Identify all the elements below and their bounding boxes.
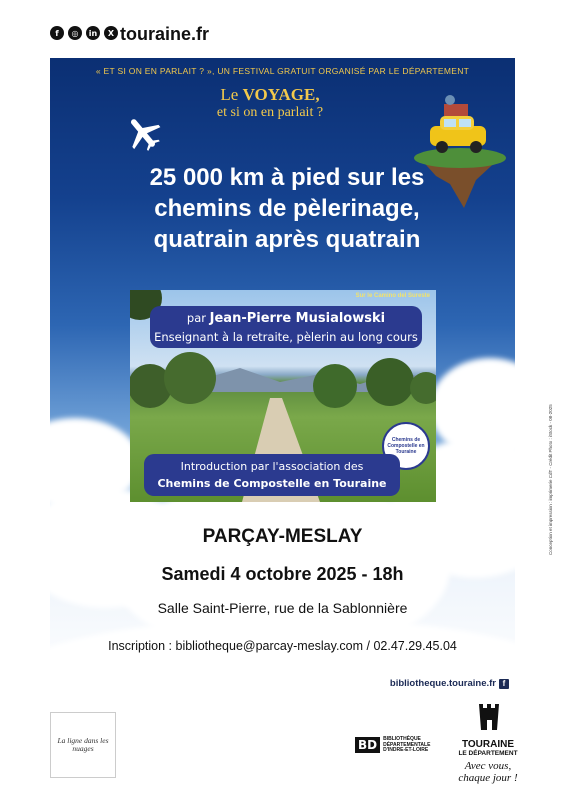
event-venue: Salle Saint-Pierre, rue de la Sablonnière	[157, 600, 408, 616]
theme-title	[170, 86, 370, 122]
bdd-mark: BD	[355, 737, 380, 753]
lignes-title: La ligne dans les nuages	[57, 736, 109, 753]
bdd-text: BIBLIOTHÈQUE DÉPARTEMENTALE D'INDRE-ET-LOIRE	[383, 736, 431, 753]
website-link[interactable]: bibliotheque.touraine.fr	[389, 678, 496, 689]
theme-bold: VOYAGE,	[242, 85, 320, 104]
airplane-icon	[124, 114, 162, 152]
title-line: quatrain après quatrain	[153, 226, 421, 253]
slogan: Avec vous, chaque jour !	[458, 760, 518, 784]
association-logo: Chemins de Compostelle en Touraine	[382, 422, 430, 470]
event-poster	[50, 58, 515, 694]
intro-box	[144, 454, 400, 496]
theme-prefix: Le	[220, 85, 243, 104]
event-title	[122, 162, 452, 255]
instagram-icon[interactable]: ◎	[68, 26, 82, 40]
speaker-name: Jean-Pierre Musialowski	[209, 311, 386, 326]
print-credit: Conception et impression : imprimerie CdT - Crédit Photo : iStock - 08-2025	[548, 404, 553, 555]
social-links	[50, 26, 118, 40]
theme-subtitle: et si on en parlait ?	[216, 105, 324, 120]
landscape-photo	[130, 290, 436, 502]
festival-banner: « ET SI ON EN PARLAIT ? », UN FESTIVAL GRATUIT ORGANISÉ PAR LE DÉPARTEMENT	[95, 66, 470, 76]
linkedin-icon[interactable]: in	[86, 26, 100, 40]
intro-line: Introduction par l'association des	[180, 460, 364, 473]
photo-caption: Sur le Camino del Sureste	[355, 293, 430, 299]
intro-association: Chemins de Compostelle en Touraine	[157, 477, 387, 490]
facebook-icon[interactable]: f	[499, 679, 509, 689]
tower-icon	[473, 702, 503, 732]
title-line: chemins de pèlerinage,	[154, 195, 420, 222]
x-icon[interactable]: X	[104, 26, 118, 40]
touraine-name: TOURAINE	[461, 739, 515, 750]
speaker-box	[150, 306, 422, 348]
title-line: 25 000 km à pied sur les	[149, 164, 425, 191]
speaker-prefix: par	[186, 311, 210, 325]
event-location: PARÇAY-MESLAY	[202, 526, 363, 547]
touraine-sub: LE DÉPARTEMENT	[458, 750, 518, 757]
inscription-info[interactable]: Inscription : bibliotheque@parcay-meslay.com / 02.47.29.45.04	[108, 639, 457, 653]
site-name[interactable]: touraine.fr	[120, 24, 210, 44]
touraine-logo	[456, 702, 520, 784]
speaker-role: Enseignant à la retraite, pèlerin au long cours	[154, 330, 418, 344]
event-date: Samedi 4 octobre 2025 - 18h	[161, 564, 404, 584]
facebook-icon[interactable]: f	[50, 26, 64, 40]
bdd-logo	[355, 737, 430, 754]
library-website[interactable]	[390, 678, 509, 689]
la-ligne-logo	[50, 712, 116, 778]
